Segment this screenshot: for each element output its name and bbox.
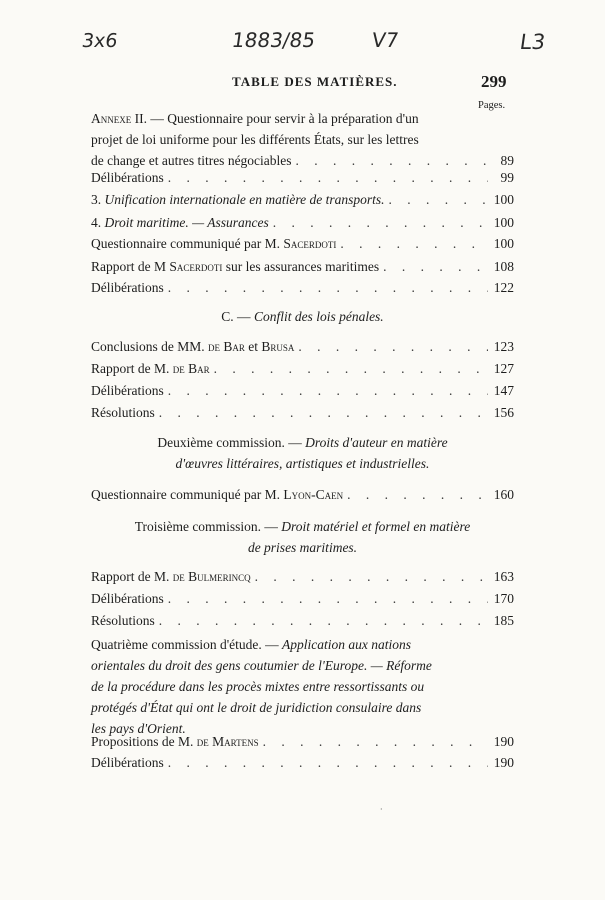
toc-entry	[91, 358, 514, 379]
section-title: les pays d'Orient.	[91, 721, 186, 736]
toc-entry	[91, 380, 514, 401]
entry-page: 156	[493, 405, 514, 420]
section-title: de prises maritimes.	[247, 540, 358, 555]
entry-page: 147	[493, 383, 514, 398]
section-title: Application aux nations	[282, 637, 412, 652]
toc-entry	[91, 233, 514, 254]
entry-text: Résolutions	[91, 613, 155, 628]
entry-person: Brusa	[261, 339, 295, 354]
entry-text: — Questionnaire pour servir à la préparation d'un	[146, 111, 419, 126]
entry-text: Délibérations	[91, 383, 164, 398]
entry-person: Sacerdoti	[283, 236, 337, 251]
entry-person: de Bar	[208, 339, 245, 354]
section-heading	[91, 516, 514, 558]
toc-entry	[91, 634, 514, 739]
handwritten-mark: 3x6	[80, 30, 119, 52]
section-title: protégés d'État qui ont le droit de juridiction consulaire dans	[91, 700, 422, 715]
toc-entry	[91, 610, 514, 631]
section-title: orientales du droit des gens coutumier de l'Europe. — Réforme	[91, 658, 432, 673]
entry-number: 4.	[91, 215, 102, 230]
page-header	[0, 72, 605, 96]
toc-entry	[91, 566, 514, 587]
entry-number: 3.	[91, 192, 102, 207]
entry-person: de Bar	[172, 361, 210, 376]
entry-text: Droit maritime. — Assurances	[104, 215, 269, 230]
section-heading	[91, 432, 514, 474]
entry-text: Propositions de M.	[91, 734, 194, 749]
entry-text: Rapport de M.	[91, 361, 170, 376]
toc-entry	[91, 588, 514, 609]
entry-text: Quatrième commission d'étude. —	[91, 637, 279, 652]
entry-page: 190	[493, 734, 514, 749]
section-title: Droits d'auteur en matière	[305, 435, 448, 450]
print-speck: ·	[380, 805, 383, 814]
entry-text: Questionnaire communiqué par M.	[91, 487, 280, 502]
entry-page: 170	[493, 591, 514, 606]
entry-page: 100	[493, 236, 514, 251]
section-heading	[91, 306, 514, 327]
toc-entry	[91, 212, 514, 233]
toc-entry	[91, 108, 514, 171]
entry-text: Résolutions	[91, 405, 155, 420]
entry-page: 160	[493, 487, 514, 502]
page-number: 299	[481, 72, 507, 91]
entry-page: 100	[493, 192, 514, 207]
section-title: de la procédure dans les procès mixtes entre ressortissants ou	[91, 679, 425, 694]
toc-entry	[91, 336, 514, 357]
toc-entry	[91, 752, 514, 773]
section-title: Droit matériel et formel en matière	[281, 519, 471, 534]
toc-entry	[91, 256, 514, 277]
entry-page: 123	[493, 339, 514, 354]
entry-text: de change et autres titres négociables	[91, 153, 292, 168]
entry-text: et	[248, 339, 259, 354]
entry-page: 122	[493, 280, 514, 295]
entry-text: Questionnaire communiqué par M.	[91, 236, 280, 251]
entry-text: Unification internationale en matière de transports.	[104, 192, 385, 207]
toc-entry	[91, 731, 514, 752]
toc-entry	[91, 277, 514, 298]
entry-text: Délibérations	[91, 591, 164, 606]
entry-page: 89	[500, 153, 514, 168]
entry-text: Délibérations	[91, 170, 164, 185]
entry-page: 99	[500, 170, 514, 185]
entry-person: de Bulmerincq	[172, 569, 251, 584]
entry-person: de Martens	[196, 734, 259, 749]
entry-person: Sacerdoti	[169, 259, 223, 274]
handwritten-mark: V7	[370, 28, 401, 52]
entry-page: 100	[493, 215, 514, 230]
pages-column-label: Pages.	[478, 100, 506, 111]
entry-page: 185	[493, 613, 514, 628]
section-title: d'œuvres littéraires, artistiques et industrielles.	[175, 456, 430, 471]
entry-page: 127	[493, 361, 514, 376]
entry-text: Délibérations	[91, 755, 164, 770]
page-title: TABLE DES MATIÈRES.	[232, 74, 398, 89]
toc-entry	[91, 189, 514, 210]
entry-text: Conclusions de MM.	[91, 339, 205, 354]
entry-page: 163	[493, 569, 514, 584]
section-lead: Deuxième commission. —	[157, 435, 302, 450]
section-lead: C. —	[221, 309, 251, 324]
handwritten-mark: 1883/85	[230, 28, 317, 52]
entry-text: sur les assurances maritimes	[225, 259, 380, 274]
entry-page: 190	[493, 755, 514, 770]
toc-entry	[91, 402, 514, 423]
entry-text: Délibérations	[91, 280, 164, 295]
entry-text: projet de loi uniforme pour les différents États, sur les lettres	[91, 132, 419, 147]
handwritten-mark: L3	[518, 30, 547, 54]
entry-lead: Annexe II.	[91, 111, 147, 126]
entry-page: 108	[493, 259, 514, 274]
entry-text: Rapport de M	[91, 259, 166, 274]
section-lead: Troisième commission. —	[134, 519, 278, 534]
entry-person: Lyon-Caen	[283, 487, 344, 502]
entry-text: Rapport de M.	[91, 569, 170, 584]
toc-entry	[91, 484, 514, 505]
section-title: Conflit des lois pénales.	[253, 309, 384, 324]
toc-entry	[91, 167, 514, 188]
